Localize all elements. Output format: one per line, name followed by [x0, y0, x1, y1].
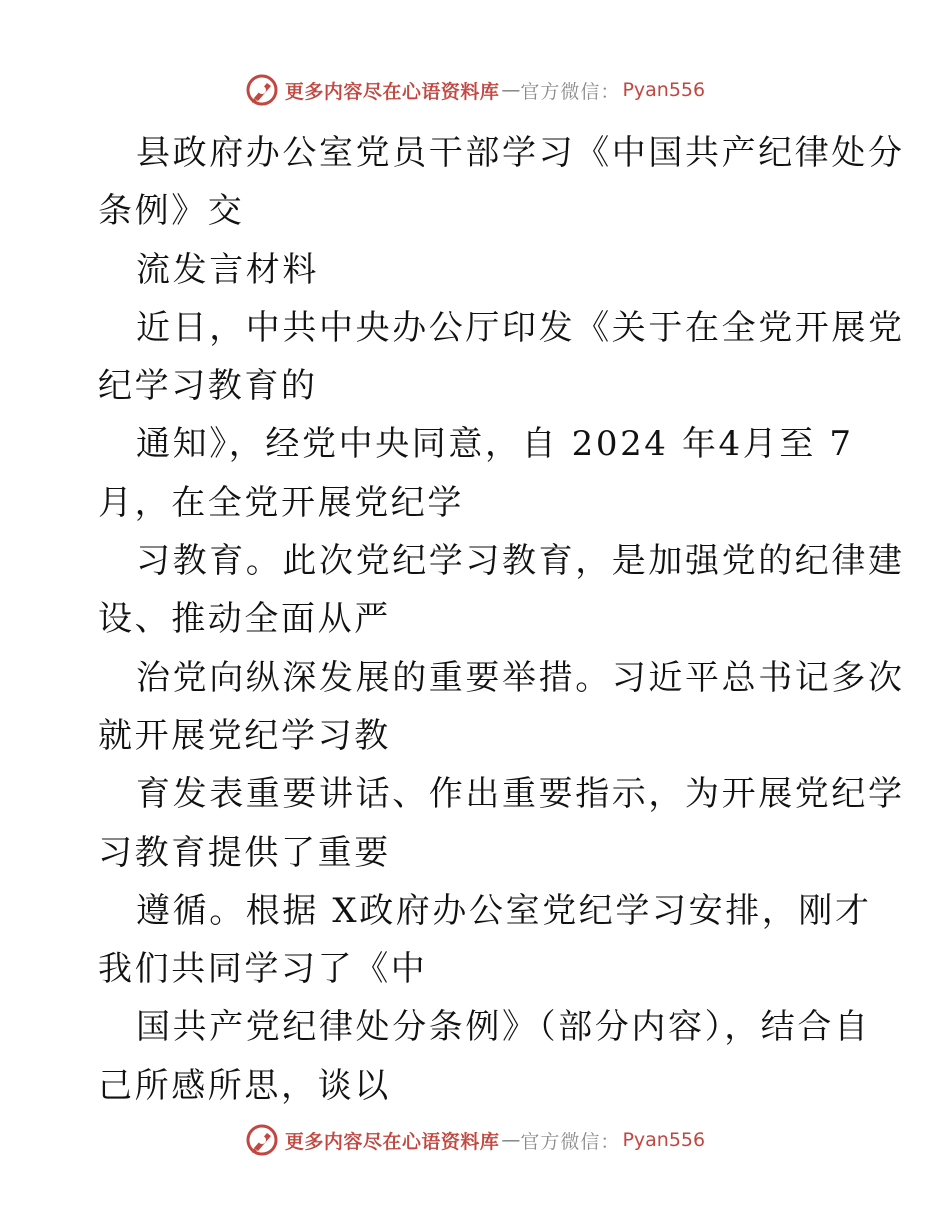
body-line: 就开展党纪学习教 — [98, 715, 391, 756]
watermark-separator: — — [501, 1129, 519, 1151]
watermark-brand: 更多内容尽在心语资料库 — [284, 1130, 500, 1153]
body-line: 流发言材料 — [136, 249, 319, 290]
body-line: 我们共同学习了《中 — [98, 949, 428, 990]
watermark-handle: Pyan556 — [622, 79, 706, 101]
body-line: 己所感所思，谈以 — [98, 1065, 391, 1106]
body-line: 国共产党纪律处分条例》（部分内容），结合自 — [136, 1007, 871, 1048]
watermark-brand: 更多内容尽在心语资料库 — [284, 80, 500, 103]
body-line: 习教育。此次党纪学习教育，是加强党的纪律建 — [136, 541, 905, 582]
pen-logo-icon — [245, 1123, 279, 1157]
body-line: 遵循。根据 X政府办公室党纪学习安排，刚才 — [136, 890, 872, 931]
watermark-handle: Pyan556 — [622, 1129, 706, 1151]
watermark-label: 官方微信： — [520, 80, 621, 103]
header-watermark — [0, 70, 950, 110]
body-line: 设、推动全面从严 — [98, 599, 391, 640]
body-line: 纪学习教育的 — [98, 366, 318, 407]
body-line: 治党向纵深发展的重要举措。习近平总书记多次 — [136, 657, 905, 698]
body-line: 近日，中共中央办公厅印发《关于在全党开展党 — [136, 307, 905, 348]
watermark-separator: — — [501, 79, 519, 101]
body-line: 条例》交 — [98, 191, 245, 232]
document-body — [98, 124, 905, 1115]
body-line: 月，在全党开展党纪学 — [98, 482, 464, 523]
body-line: 习教育提供了重要 — [98, 832, 391, 873]
body-line: 通知》，经党中央同意，自 2024 年4月至 7 — [136, 424, 854, 465]
watermark-label: 官方微信： — [520, 1130, 621, 1153]
footer-watermark — [0, 1120, 950, 1160]
body-line: 育发表重要讲话、作出重要指示，为开展党纪学 — [136, 774, 905, 815]
pen-logo-icon — [245, 73, 279, 107]
body-line: 县政府办公室党员干部学习《中国共产纪律处分 — [136, 133, 905, 173]
